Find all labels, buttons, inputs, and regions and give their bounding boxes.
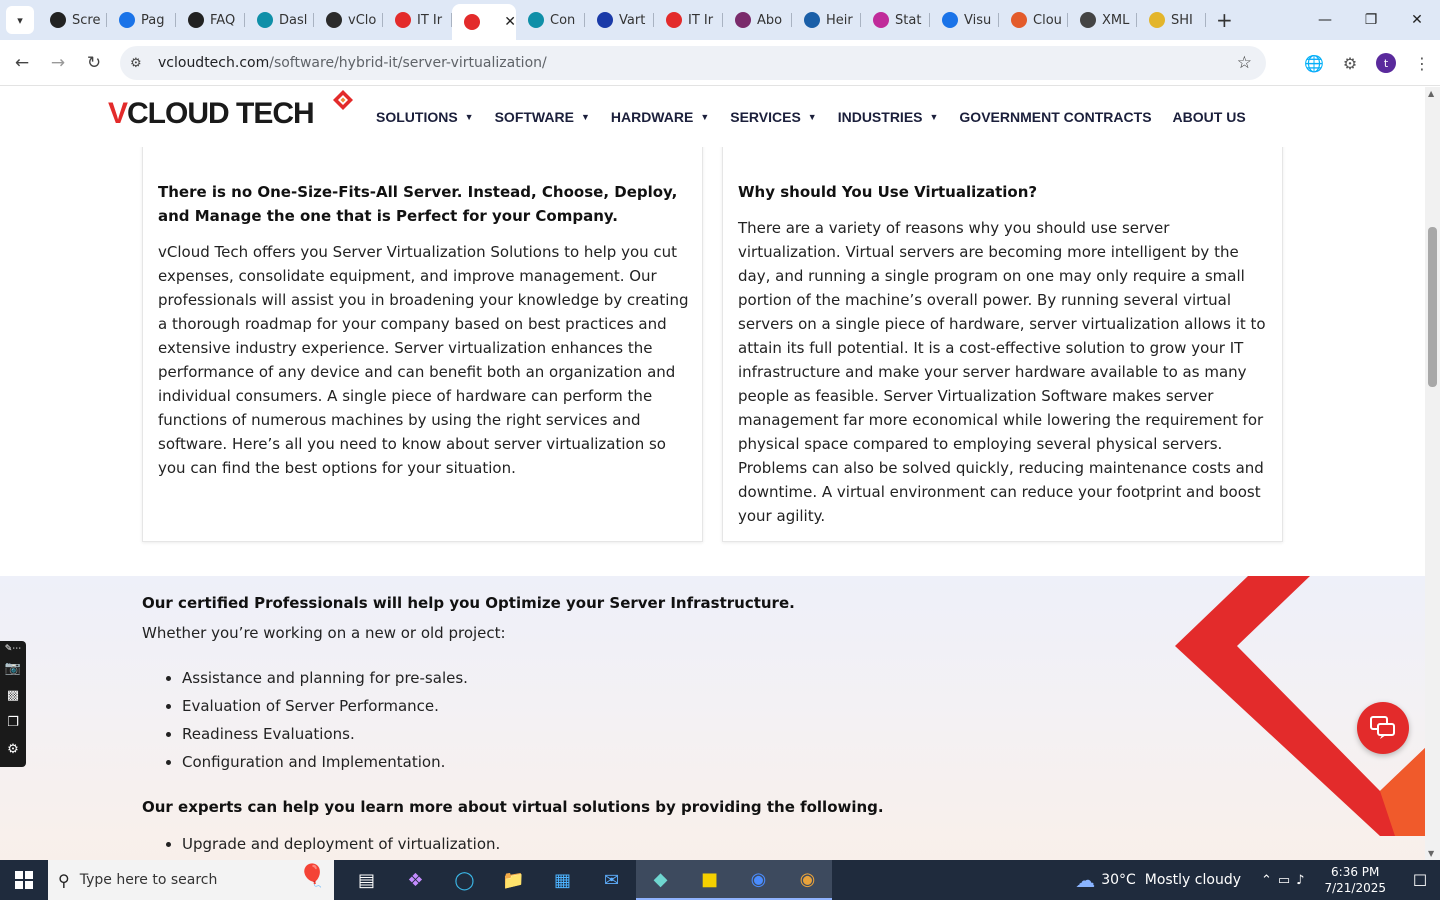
caret-down-icon: ▼ [464,112,474,122]
card-one-size [142,117,703,542]
back-arrow-icon[interactable]: ← [14,52,30,73]
solutions-list [182,830,500,858]
list-item: • Upgrade and deployment of virtualization. [182,830,500,858]
browser-tab[interactable] [176,4,245,36]
nav-item-solutions[interactable] [376,109,474,125]
browser-tab[interactable] [107,4,176,36]
windows-logo-icon [15,871,33,889]
sticky-notes-icon[interactable]: ■ [685,860,734,900]
bookmark-star-icon[interactable]: ☆ [1236,53,1252,73]
list-item: • Readiness Evaluations. [182,720,468,748]
caret-down-icon: ▼ [807,112,817,122]
tab-title: Vart [619,12,646,28]
card-heading: There is no One-Size-Fits-All Server. Instead, Choose, Deploy, and Manage the one that is Perfect for your Company. [158,183,678,225]
scroll-up-arrow-icon[interactable]: ▲ [1428,89,1435,98]
screen-recorder-toolbar [0,641,26,767]
caret-down-icon: ▼ [580,112,590,122]
browser-tab[interactable] [383,4,452,36]
browser-tab[interactable] [792,4,861,36]
services-section [0,576,1425,876]
weather-desc: Mostly cloudy [1144,872,1241,888]
task-view-icon[interactable]: ▤ [357,869,375,891]
browser-tab[interactable] [1137,4,1206,36]
url-host: vcloudtech.com [158,55,270,71]
tab-favicon-icon [873,12,889,28]
translate-globe-icon[interactable]: 🌐 [1304,53,1324,73]
nav-item-label: SOLUTIONS [376,109,458,125]
reload-icon[interactable]: ↻ [86,52,102,73]
browser-toolbar [0,40,1440,86]
tab-favicon-icon [528,12,544,28]
tab-title: vClo [348,12,377,28]
nav-item-about-us[interactable] [1173,109,1246,125]
tab-search-chevron-icon[interactable]: ▾ [6,6,34,34]
nav-item-label: INDUSTRIES [837,109,923,125]
tab-favicon-icon [50,12,66,28]
restore-icon[interactable]: ❐ [1364,12,1378,28]
browser-tab[interactable] [585,4,654,36]
card-body: There are a variety of reasons why you should use server virtualization. Virtual servers are becoming more intelligent by the day, and running a single program on one may only require a small portion of the machine’s overall power. By running several virtual servers on a single piece of hardware, server virtualization allows it to attain its full potential. It is a cost-effective solution to grow your IT infrastructure and make your server hardware available to as many people as feasible. Server Virtualization Software makes server management far more economical while lowering the requirement for physical space compared to employing several physical servers. Problems can also be solved quickly, reducing maintenance costs and downtime. A virtual environment can reduce your footprint and boost your agility. [738,219,1266,525]
file-explorer-icon[interactable]: 📁 [502,869,525,891]
tray-icons[interactable]: ⌃▭♪ [1260,872,1311,888]
nav-item-industries[interactable] [838,109,939,125]
tab-title: Scre [72,12,101,28]
pin-dots-icon[interactable]: ✎⋯ [4,644,22,654]
service-list [182,664,468,776]
url-path: /software/hybrid-it/server-virtualization/ [269,55,547,71]
camera-icon[interactable]: 📷 [4,661,22,676]
search-magnifier-icon: ⚲ [58,870,70,890]
profile-avatar[interactable]: t [1376,53,1396,73]
microsoft-store-icon[interactable]: ▦ [553,869,571,891]
logo-v: V [108,97,128,130]
windows-taskbar [0,860,1440,900]
toolbar-right [1296,40,1440,86]
tab-title: Dasl [279,12,308,28]
tab-favicon-icon [257,12,273,28]
taskbar-search-box[interactable] [48,860,334,900]
main-navigation [376,109,1267,125]
tab-favicon-icon [119,12,135,28]
tab-title: XML [1102,12,1130,28]
card-body: vCloud Tech offers you Server Virtualization Solutions to help you cut expenses, consolidate equipment, and improve management. Our professionals will assist you in broadening your knowledge by creating a thorough roadmap for your company based on best practices and extensive industry experience. Server virtualization enhances the performance of any device and can benefit both an organization and individual consumers. A single piece of hardware can perform the functions of numerous machines by using the right services and software. Here’s all you need to know about server virtualization so you can find the best options for your situation. [158,243,689,477]
tab-favicon-icon [666,12,682,28]
taskbar-clock[interactable] [1324,864,1386,896]
tab-close-icon[interactable]: ✕ [504,14,516,30]
site-info-icon[interactable]: ⚙ [130,55,142,71]
section-heading: Our certified Professionals will help you Optimize your Server Infrastructure. [142,594,795,612]
browser-tab[interactable] [1068,4,1137,36]
card-heading: Why should You Use Virtualization? [738,183,1038,201]
tab-title: Heir [826,12,853,28]
clock-date: 7/21/2025 [1324,881,1386,895]
tab-favicon-icon [597,12,613,28]
tab-title: IT Ir [417,12,443,28]
copilot-icon[interactable]: ❖ [407,869,424,891]
browser-tab[interactable] [999,4,1068,36]
taskbar-apps [342,860,832,900]
chat-bubble-button[interactable] [1357,702,1409,754]
browser-tab[interactable] [314,4,383,36]
browser-tab[interactable] [516,4,585,36]
nav-item-software[interactable] [495,109,590,125]
section-intro: Whether you’re working on a new or old project: [142,624,506,642]
tab-favicon-icon [188,12,204,28]
zoom-icon[interactable]: ◉ [734,860,783,900]
list-item: • Evaluation of Server Performance. [182,692,468,720]
video-camera-icon[interactable]: ▩ [6,688,20,703]
tab-favicon-icon [735,12,751,28]
tab-title: IT Ir [688,12,714,28]
tab-list [38,0,1206,40]
chat-icon [1370,716,1396,740]
page-scrollbar[interactable] [1425,87,1440,860]
tab-favicon-icon [804,12,820,28]
window-controls [1302,0,1440,40]
weather-temp: 30°C [1101,872,1136,888]
extensions-puzzle-icon[interactable]: ⚙ [1342,53,1358,73]
edge-browser-icon[interactable]: ◯ [454,869,475,891]
menu-kebab-icon[interactable]: ⋮ [1414,53,1430,73]
nav-item-label: HARDWARE [610,109,694,125]
logo-text: CLOUD TECH [127,97,314,130]
settings-gear-icon[interactable]: ⚙ [7,742,19,757]
tab-title: Con [550,12,576,28]
site-header [0,87,1425,147]
tab-favicon-icon [942,12,958,28]
tab-favicon-icon [326,12,342,28]
section-heading-2: Our experts can help you learn more about virtual solutions by providing the following. [142,798,884,816]
tab-favicon-icon [1011,12,1027,28]
logo-diamond-icon [332,89,354,111]
mail-icon[interactable]: ✉ [603,869,620,891]
tab-title: Pag [141,12,165,28]
cloud-weather-icon: ☁ [1075,868,1096,892]
browser-tab[interactable] [930,4,999,36]
tab-title: FAQ [210,12,236,28]
card-why-virtualization [722,117,1283,542]
vcloud-tech-logo[interactable] [108,97,314,131]
windows-start-button[interactable] [0,860,48,900]
minimize-icon[interactable]: — [1318,12,1332,28]
nav-item-label: GOVERNMENT CONTRACTS [959,109,1152,125]
address-bar[interactable] [120,46,1266,80]
weather-widget[interactable] [1075,868,1241,892]
browser-tab[interactable] [654,4,723,36]
url-text[interactable] [158,55,547,71]
tab-title: SHI [1171,12,1193,28]
browser-tab-strip [0,0,1440,40]
list-item: • Assistance and planning for pre-sales. [182,664,468,692]
scrollbar-thumb[interactable] [1428,227,1437,387]
nav-item-label: SERVICES [730,109,801,125]
window-capture-icon[interactable]: ❐ [7,715,19,730]
browser-tab[interactable] [861,4,930,36]
tab-title: Visu [964,12,992,28]
nav-item-government-contracts[interactable] [959,109,1151,125]
search-highlight-icon: 🎈 [298,864,326,889]
browser-tab[interactable] [723,4,792,36]
clock-time: 6:36 PM [1331,865,1380,879]
tab-favicon-icon [1149,12,1165,28]
chrome-icon[interactable]: ◉ [783,860,832,900]
tab-favicon-icon [1080,12,1096,28]
tab-title: Stat [895,12,922,28]
page-viewport [0,87,1425,860]
system-tray [1075,860,1440,900]
search-placeholder: Type here to search [79,872,218,888]
caret-down-icon: ▼ [929,112,939,122]
nav-item-label: SOFTWARE [494,109,574,125]
notification-center-icon[interactable]: ☐ [1412,870,1428,890]
new-tab-plus-icon[interactable]: + [1216,8,1233,32]
nav-item-services[interactable] [730,109,816,125]
tab-favicon-icon [464,14,480,30]
scroll-down-arrow-icon[interactable]: ▼ [1428,849,1435,858]
caret-down-icon: ▼ [700,112,710,122]
nav-item-label: ABOUT US [1172,109,1246,125]
list-item: • Configuration and Implementation. [182,748,468,776]
app-diamond-icon[interactable]: ◆ [636,860,685,900]
nav-item-hardware[interactable] [611,109,709,125]
browser-tab[interactable] [38,4,107,36]
close-window-icon[interactable]: ✕ [1411,12,1423,28]
forward-arrow-icon[interactable]: → [50,52,66,73]
browser-tab[interactable] [452,4,516,40]
tab-title: Clou [1033,12,1062,28]
tab-title: Abo [757,12,783,28]
tab-favicon-icon [395,12,411,28]
browser-tab[interactable] [245,4,314,36]
